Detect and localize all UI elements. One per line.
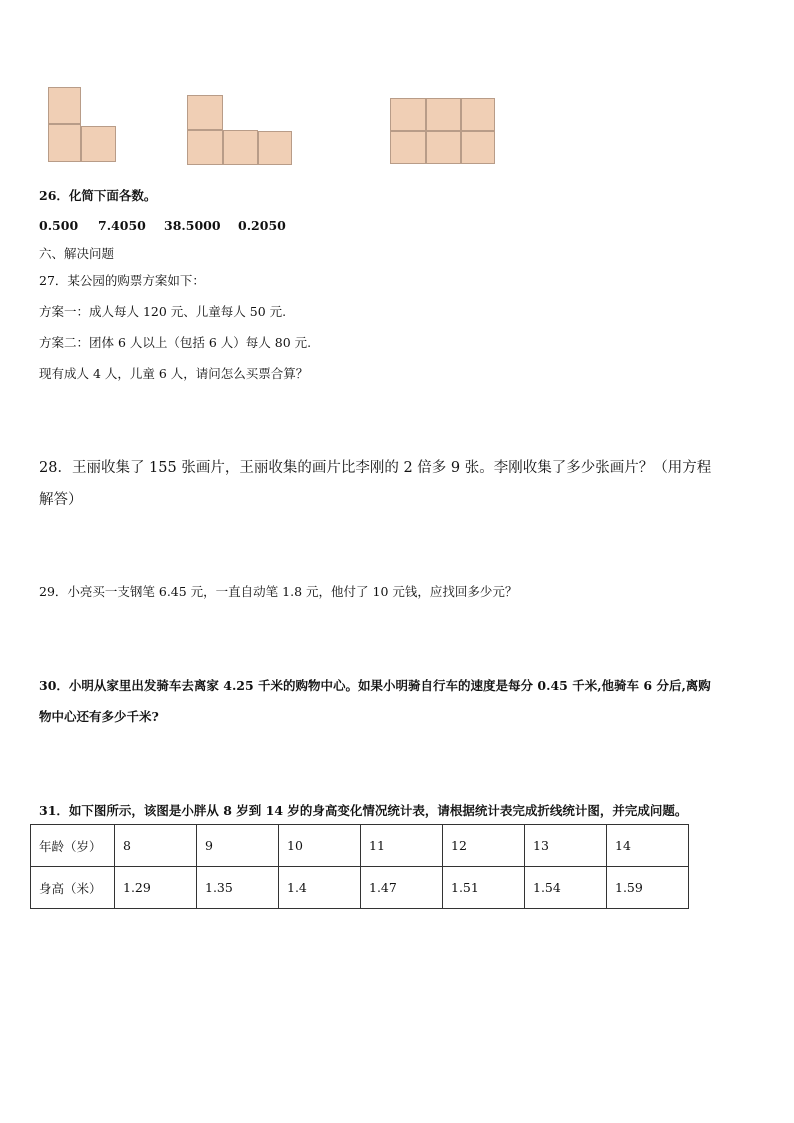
unit-square (223, 130, 258, 165)
unit-square (258, 131, 292, 165)
unit-square (48, 124, 81, 162)
question-31-text: 31．如下图所示，该图是小胖从 8 岁到 14 岁的身高变化情况统计表，请根据统计表完成折线统计图，并完成问题。 (39, 803, 688, 818)
question-27-title: 27．某公园的购票方案如下： (39, 273, 205, 288)
number-item: 38.5000 (164, 218, 221, 233)
unit-square (187, 130, 223, 165)
question-29-text: 29．小亮买一支钢笔 6.45 元，一直自动笔 1.8 元，他付了 10 元钱，应找回多少元？ (39, 584, 518, 599)
unit-square (461, 131, 495, 164)
question-27-plan1: 方案一：成人每人 120 元、儿童每人 50 元. (39, 304, 287, 319)
row-label-height: 身高（米） (31, 867, 115, 909)
table-cell: 10 (279, 825, 361, 867)
height-table (30, 824, 689, 909)
number-item: 0.2050 (238, 218, 286, 233)
question-26-numbers (39, 218, 439, 236)
section-title: 六、解决问题 (39, 246, 115, 261)
table-cell: 14 (607, 825, 689, 867)
number-item: 0.500 (39, 218, 79, 233)
unit-square (81, 126, 116, 162)
table-cell: 13 (525, 825, 607, 867)
question-30-line1: 30．小明从家里出发骑车去离家 4.25 千米的购物中心。如果小明骑自行车的速度是每分 0.45 千米,他骑车 6 分后,离购 (39, 678, 711, 693)
row-label-age: 年龄（岁） (31, 825, 115, 867)
table-cell: 1.51 (443, 867, 525, 909)
table-cell: 12 (443, 825, 525, 867)
question-27-question: 现有成人 4 人，儿童 6 人，请问怎么买票合算？ (39, 366, 309, 381)
number-item: 7.4050 (98, 218, 146, 233)
unit-square (187, 95, 223, 130)
unit-square (390, 131, 426, 164)
table-cell: 1.29 (115, 867, 197, 909)
table-cell: 11 (361, 825, 443, 867)
table-cell: 1.59 (607, 867, 689, 909)
question-28-line2: 解答） (39, 492, 83, 508)
question-28-line1: 28．王丽收集了 155 张画片，王丽收集的画片比李刚的 2 倍多 9 张。李刚收集了多少张画片？（用方程 (39, 460, 712, 476)
table-cell: 1.54 (525, 867, 607, 909)
question-26-title: 26．化简下面各数。 (39, 188, 157, 203)
question-30-line2: 物中心还有多少千米? (39, 709, 159, 724)
table-cell: 1.35 (197, 867, 279, 909)
unit-square (426, 98, 461, 131)
table-row (31, 825, 689, 867)
table-cell: 8 (115, 825, 197, 867)
unit-square (426, 131, 461, 164)
table-cell: 9 (197, 825, 279, 867)
question-27-plan2: 方案二：团体 6 人以上（包括 6 人）每人 80 元. (39, 335, 312, 350)
unit-square (390, 98, 426, 131)
table-row (31, 867, 689, 909)
unit-square (461, 98, 495, 131)
unit-square (48, 87, 81, 124)
table-cell: 1.47 (361, 867, 443, 909)
table-cell: 1.4 (279, 867, 361, 909)
